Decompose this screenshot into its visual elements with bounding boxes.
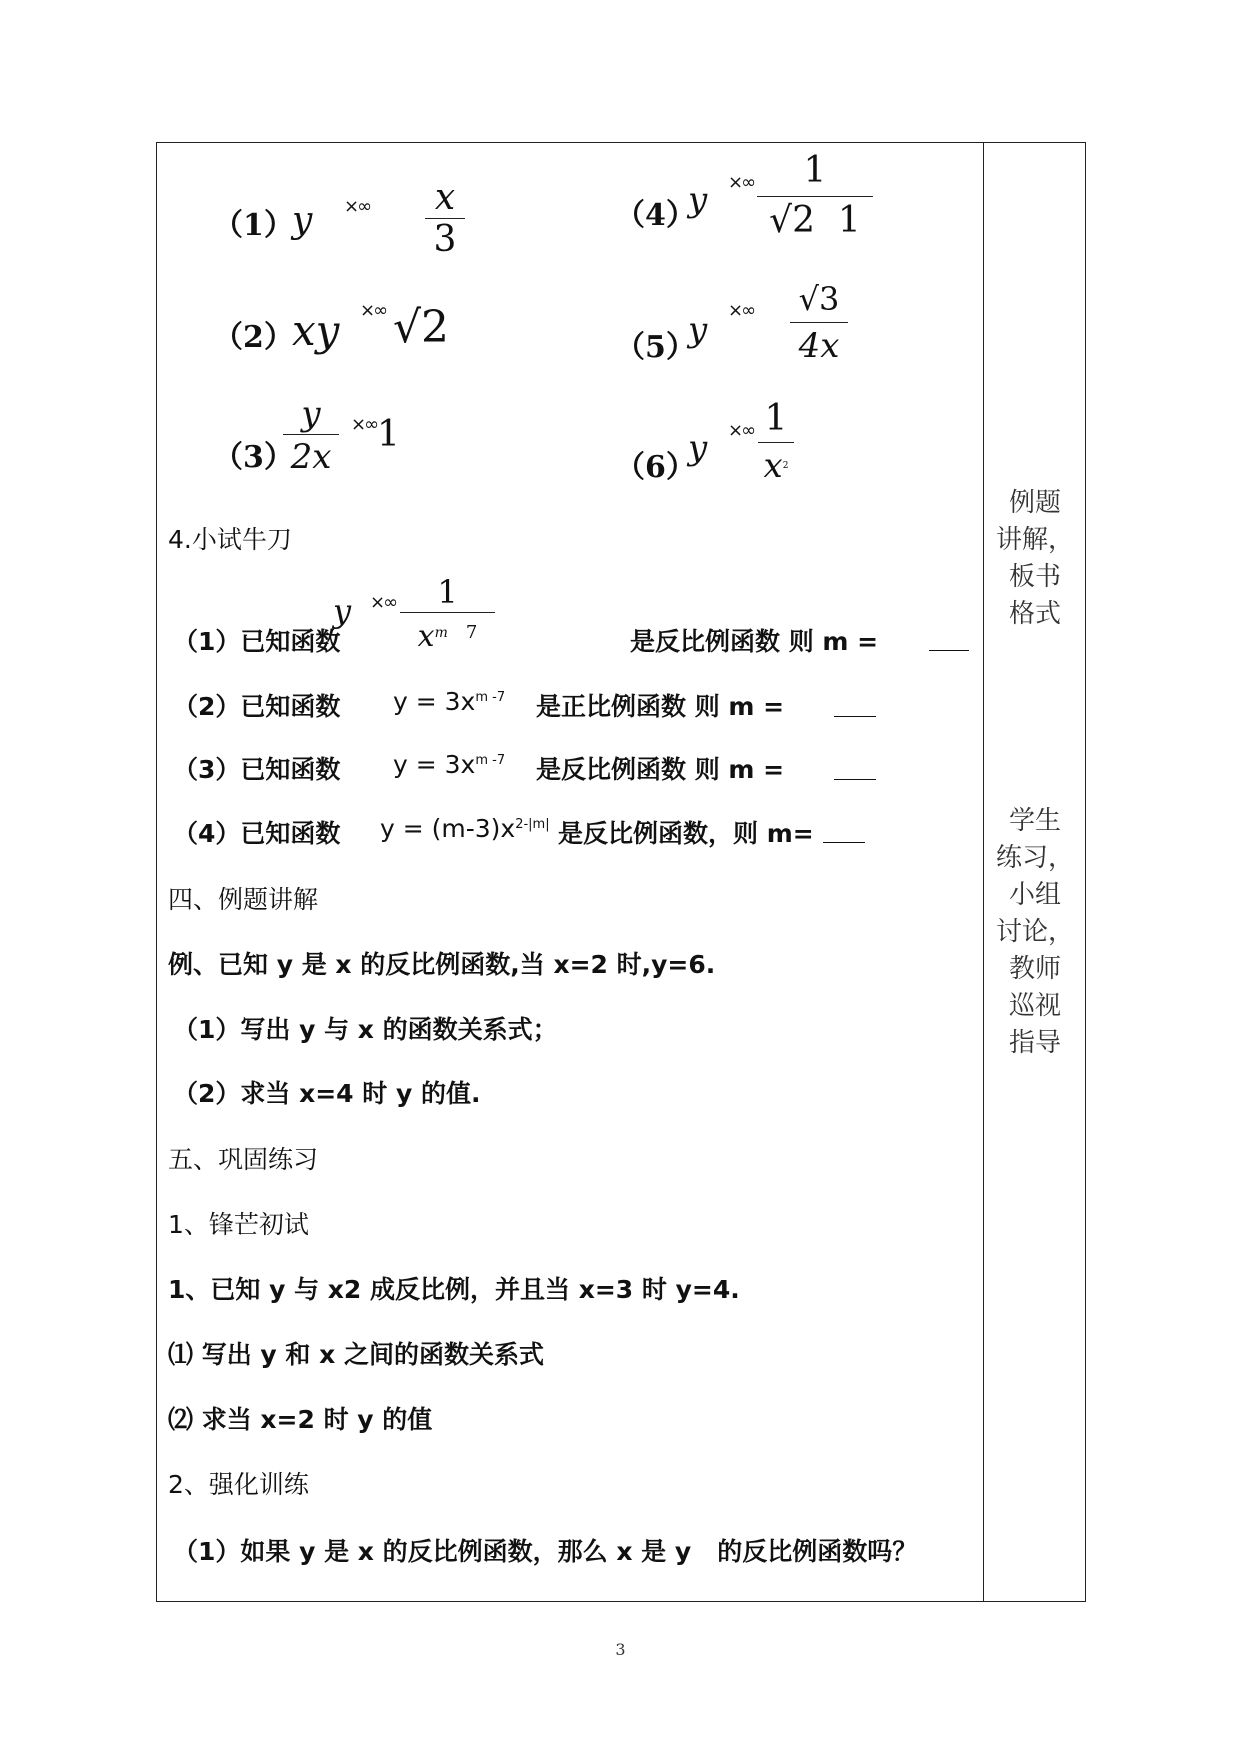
fraction: 1 $x^2$ (758, 396, 794, 495)
item-label: （3） (213, 440, 294, 475)
column-divider (983, 142, 984, 1602)
proportional-symbol: ×∞ (360, 300, 387, 321)
question-prefix: （4）已知函数 (173, 819, 341, 848)
example-text: 例、已知 y 是 x 的反比例函数,当 x=2 时,y=6. (168, 950, 716, 979)
section-heading: 四、例题讲解 (168, 885, 319, 914)
item-rhs: √2 (393, 302, 450, 353)
proportional-symbol: ×∞ (728, 420, 755, 441)
fraction: 1 √2 1 (757, 146, 873, 245)
fraction: 1 $x^m$ 7 (400, 572, 495, 661)
fraction: x 3 (425, 178, 465, 261)
item-lhs: xy (292, 306, 340, 355)
item-label: （5） (615, 330, 696, 365)
example-part-1: （1）写出 y 与 x 的函数关系式； (173, 1015, 558, 1044)
proportional-symbol: ×∞ (728, 172, 755, 193)
fraction: √3 4x (790, 276, 848, 369)
question-prefix: （1）已知函数 (173, 627, 341, 656)
answer-blank[interactable] (929, 628, 969, 651)
question-suffix: 是正比例函数 则 m = (536, 692, 785, 721)
answer-blank[interactable] (823, 820, 865, 843)
item-label: （2） (213, 320, 294, 355)
section-heading: 五、巩固练习 (168, 1145, 319, 1174)
proportional-symbol: ×∞ (351, 414, 378, 435)
fraction: y 2x (283, 394, 339, 479)
item-lhs: y (688, 428, 708, 468)
proportional-symbol: ×∞ (370, 592, 397, 613)
answer-blank[interactable] (834, 694, 876, 717)
item-label: （6） (615, 450, 696, 485)
practice-problem-1a: ⑴ 写出 y 和 x 之间的函数关系式 (168, 1340, 544, 1369)
question-suffix: 是反比例函数，则 m= (558, 819, 814, 848)
example-part-2: （2）求当 x=4 时 y 的值. (173, 1079, 481, 1108)
question-suffix: 是反比例函数 则 m = (630, 627, 879, 656)
item-lhs: y (688, 180, 708, 220)
item-lhs: y (292, 200, 313, 241)
practice-problem-1b: ⑵ 求当 x=2 时 y 的值 (168, 1405, 433, 1434)
sidebar-note-2: 学生 练习， 小组 讨论， 教师 巡视 指导 (995, 806, 1074, 1058)
item-label: （1） (213, 208, 294, 243)
subsection-heading: 1、锋芒初试 (168, 1210, 309, 1239)
section-title: 4.小试牛刀 (168, 525, 292, 554)
question-prefix: （2）已知函数 (173, 692, 341, 721)
proportional-symbol: ×∞ (728, 300, 755, 321)
practice-problem-1: 1、已知 y 与 x2 成反比例，并且当 x=3 时 y=4. (168, 1275, 740, 1304)
practice-problem-2: （1）如果 y 是 x 的反比例函数，那么 x 是 y 的反比例函数吗？ (173, 1537, 918, 1566)
question-lhs: y (333, 592, 352, 630)
item-lhs: y (688, 310, 708, 350)
subsection-heading: 2、强化训练 (168, 1470, 309, 1499)
answer-blank[interactable] (834, 757, 876, 780)
proportional-symbol: ×∞ (344, 196, 371, 217)
question-prefix: （3）已知函数 (173, 755, 341, 784)
sidebar-note-1: 例题 讲解， 板书 格式 (995, 488, 1074, 629)
item-rhs: 1 (377, 414, 400, 455)
item-label: （4） (615, 198, 696, 233)
page-number: 3 (615, 1640, 626, 1659)
question-suffix: 是反比例函数 则 m = (536, 755, 785, 784)
